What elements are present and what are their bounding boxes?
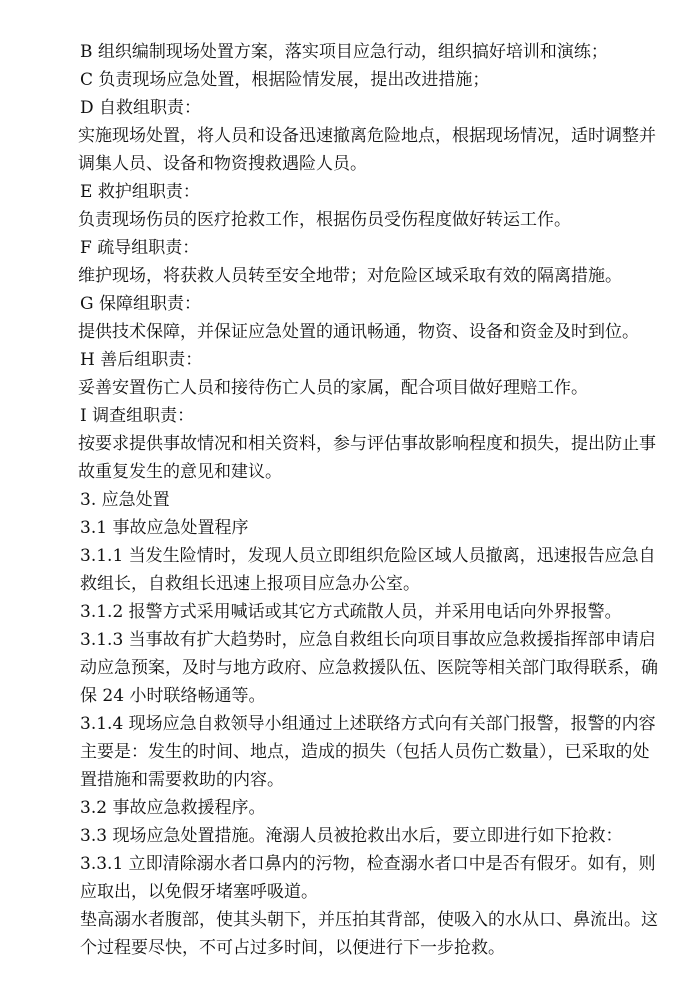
paragraph-h-aftermath-duty: 妥善安置伤亡人员和接待伤亡人员的家属，配合项目做好理赔工作。: [78, 378, 588, 398]
heading-e-rescue-team: E 救护组职责：: [80, 182, 200, 202]
section-3-3-1: 3.3.1 立即清除溺水者口鼻内的污物，检查溺水者口中是否有假牙。如有，则应取出，以免假牙堵塞呼吸道。: [80, 854, 656, 902]
heading-f-evacuation-team: F 疏导组职责：: [80, 238, 200, 258]
paragraph-g-support-duty: 提供技术保障，并保证应急处置的通讯畅通，物资、设备和资金及时到位。: [78, 322, 639, 342]
heading-d-self-rescue-team: D 自救组职责：: [80, 98, 202, 118]
paragraph-i-investigation-duty: 按要求提供事故情况和相关资料，参与评估事故影响程度和损失，提出防止事故重复发生的意见和建议。: [78, 434, 656, 482]
paragraph-f-evacuation-duty: 维护现场，将获救人员转至安全地带；对危险区域采取有效的隔离措施。: [78, 266, 622, 286]
section-3-1-heading: 3.1 事故应急处置程序: [80, 518, 249, 538]
paragraph-d-self-rescue-duty: 实施现场处置，将人员和设备迅速撤离危险地点，根据现场情况，适时调整并调集人员、设备和物资搜救遇险人员。: [78, 126, 656, 174]
section-3-2-heading: 3.2 事故应急救援程序。: [80, 798, 266, 818]
paragraph-b-duty: B 组织编制现场处置方案，落实项目应急行动，组织搞好培训和演练；: [80, 42, 608, 62]
section-3-3-heading: 3.3 现场应急处置措施。淹溺人员被抢救出水后，要立即进行如下抢救：: [80, 826, 623, 846]
section-3-1-1: 3.1.1 当发生险情时，发现人员立即组织危险区域人员撤离，迅速报告应急自救组长，自救组长迅速上报项目应急办公室。: [80, 546, 656, 594]
paragraph-e-rescue-duty: 负责现场伤员的医疗抢救工作，根据伤员受伤程度做好转运工作。: [78, 210, 571, 230]
document-content: [80, 38, 660, 962]
section-3-1-4: 3.1.4 现场应急自救领导小组通过上述联络方式向有关部门报警，报警的内容主要是：发生的时间、地点，造成的损失（包括人员伤亡数量），已采取的处置措施和需要救助的内容。: [80, 714, 656, 790]
heading-i-investigation-team: I 调查组职责：: [80, 406, 195, 426]
drowning-rescue-step-paragraph: 垫高溺水者腹部，使其头朝下，并压拍其背部，使吸入的水从口、鼻流出。这个过程要尽快，不可占过多时间，以便进行下一步抢救。: [80, 910, 658, 958]
heading-g-support-team: G 保障组职责：: [80, 294, 201, 314]
section-3-1-3: 3.1.3 当事故有扩大趋势时，应急自救组长向项目事故应急救援指挥部申请启动应急预案，及时与地方政府、应急救援队伍、医院等相关部门取得联系，确保 24 小时联络畅通等。: [80, 630, 658, 706]
section-3-heading: 3. 应急处置: [80, 490, 170, 510]
paragraph-c-duty: C 负责现场应急处置，根据险情发展，提出改进措施；: [80, 70, 490, 90]
heading-h-aftermath-team: H 善后组职责：: [80, 350, 203, 370]
section-3-1-2: 3.1.2 报警方式采用喊话或其它方式疏散人员，并采用电话向外界报警。: [80, 602, 622, 622]
